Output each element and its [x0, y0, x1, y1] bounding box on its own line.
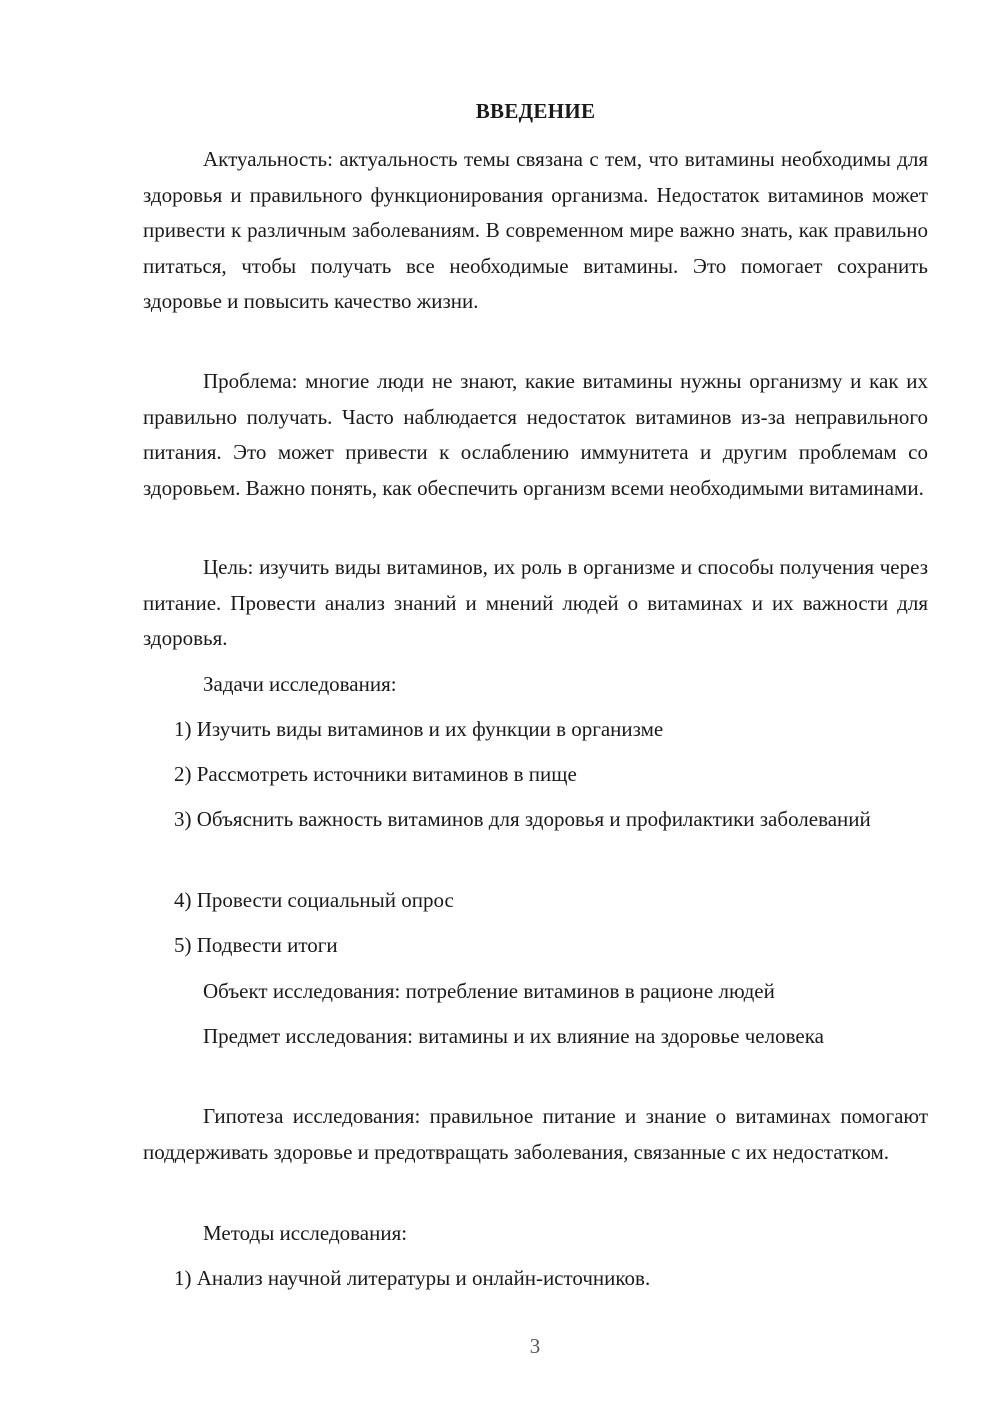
- problem-paragraph: Проблема: многие люди не знают, какие витамины нужны организму и как их правильно получать. Часто наблюдается недостаток витаминов из-за неправильного питания. Это может привести к ослаблению иммунитета и другим проблемам со здоровьем. Важно понять, как обеспечить организм всеми необходимыми витаминами.: [143, 369, 928, 500]
- relevance-paragraph: Актуальность: актуальность темы связана с тем, что витамины необходимы для здоровья и правильного функционирования организма. Недостаток витаминов может привести к различным заболеваниям. В современном мире важно знать, как правильно питаться, чтобы получать все необходимые витамины. Это помогает сохранить здоровье и повысить качество жизни.: [143, 147, 928, 313]
- task-item-3: 3) Объяснить важность витаминов для здоровья и профилактики заболеваний: [174, 807, 871, 831]
- task-item-1: 1) Изучить виды витаминов и их функции в организме: [174, 717, 664, 741]
- task-item-2: 2) Рассмотреть источники витаминов в пище: [174, 762, 577, 786]
- page-number: 3: [529, 1334, 541, 1358]
- subject-paragraph: Предмет исследования: витамины и их влияние на здоровье человека: [203, 1024, 824, 1048]
- hypothesis-paragraph: Гипотеза исследования: правильное питание и знание о витаминах помогают поддерживать здоровье и предотвращать заболевания, связанные с их недостатком.: [143, 1104, 928, 1164]
- goal-paragraph: Цель: изучить виды витаминов, их роль в организме и способы получения через питание. Провести анализ знаний и мнений людей о витаминах и их важности для здоровья.: [143, 555, 928, 650]
- methods-heading: Методы исследования:: [203, 1221, 408, 1245]
- task-item-4: 4) Провести социальный опрос: [174, 888, 454, 912]
- tasks-heading: Задачи исследования:: [203, 672, 397, 696]
- task-item-5: 5) Подвести итоги: [174, 933, 338, 957]
- object-paragraph: Объект исследования: потребление витаминов в рационе людей: [203, 979, 775, 1003]
- page-title: ВВЕДЕНИЕ: [475, 99, 596, 123]
- method-item-1: 1) Анализ научной литературы и онлайн-источников.: [174, 1266, 651, 1290]
